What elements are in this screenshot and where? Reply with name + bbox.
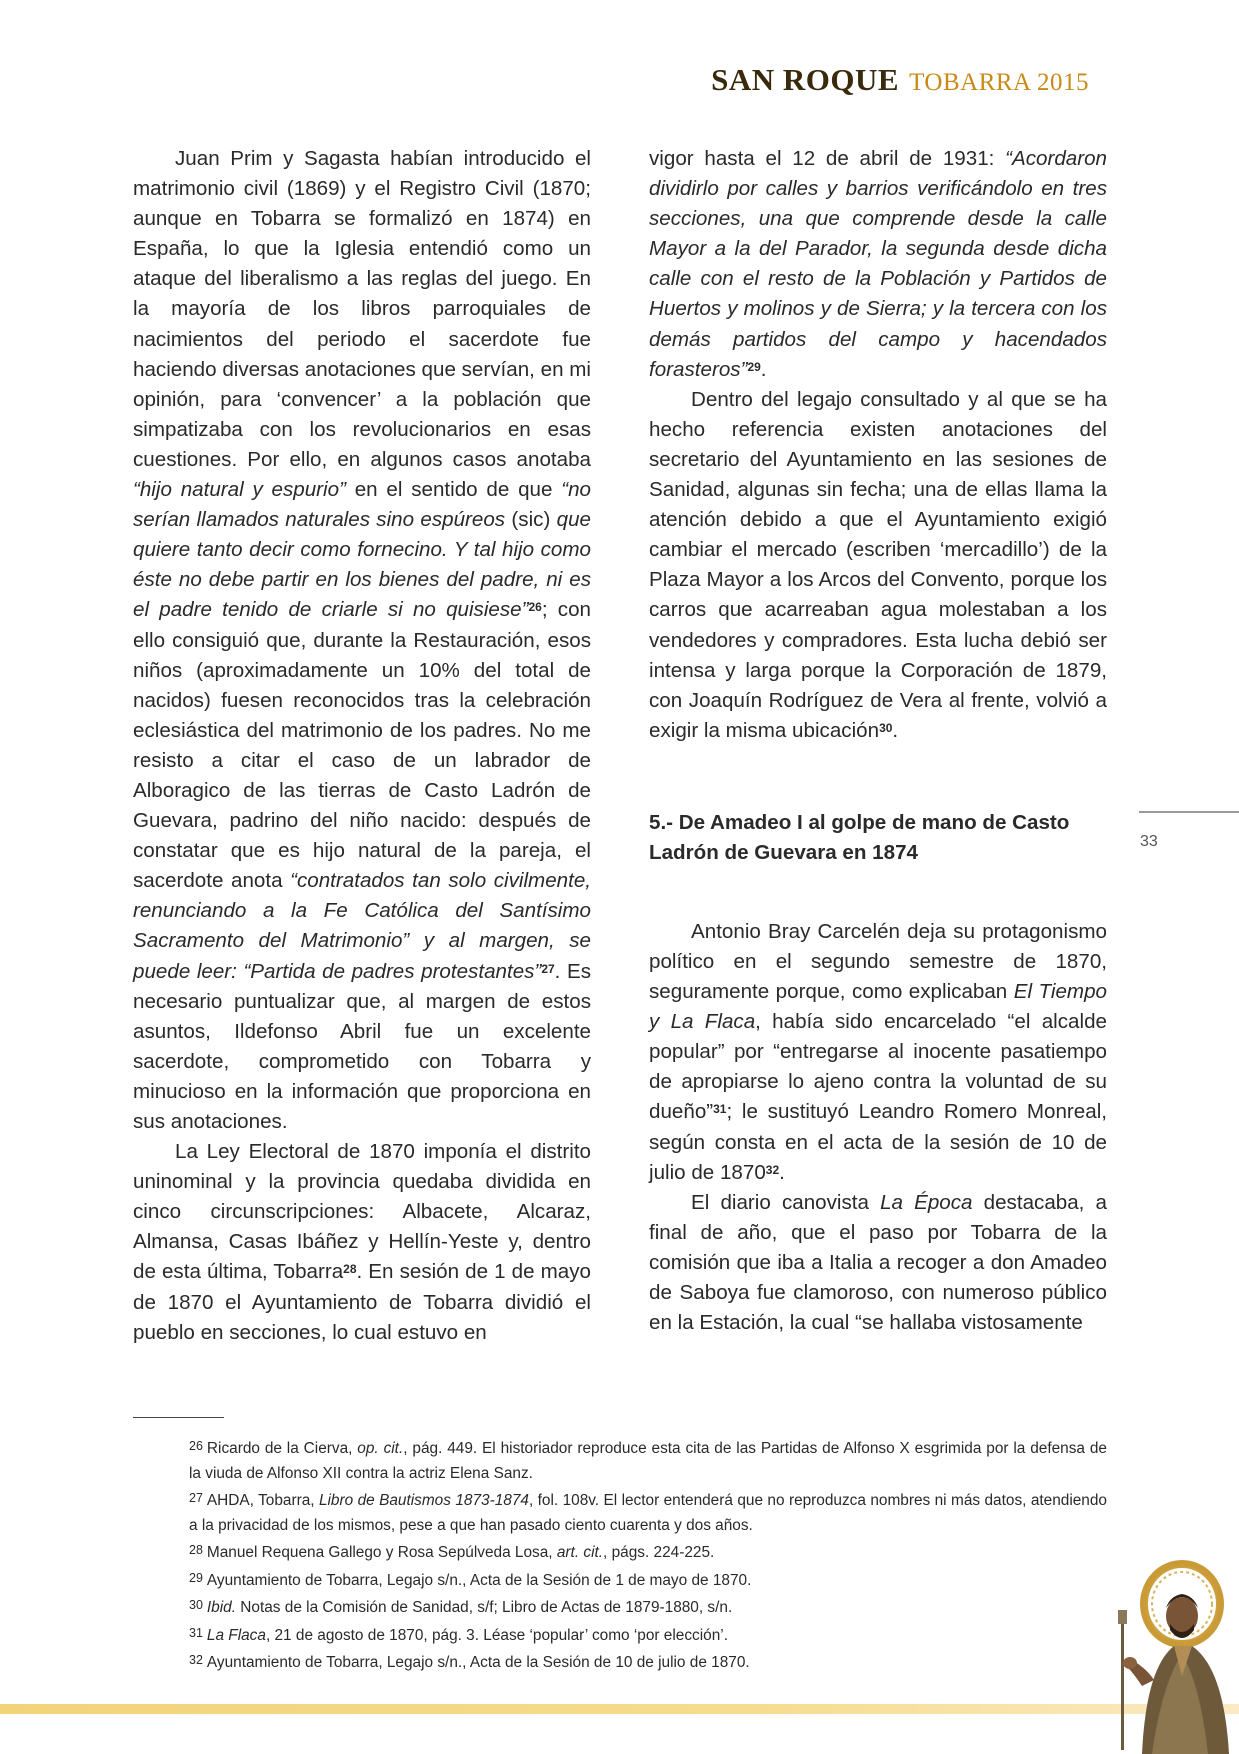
text-run: , 21 de agosto de 1870, pág. 3. Léase ‘popular’ como ‘por elección’. <box>265 1626 728 1644</box>
header-brand: SAN ROQUE <box>711 62 900 97</box>
footnote-number: 28 <box>189 1543 203 1557</box>
text-run: AHDA, Tobarra, <box>206 1492 319 1509</box>
footnote-ref-26[interactable]: 26 <box>528 600 542 615</box>
paragraph <box>649 144 1107 385</box>
italic-ref: Ibid. <box>206 1599 236 1616</box>
left-column <box>133 144 591 1348</box>
bottom-decorative-band <box>0 1704 1239 1714</box>
text-run: . <box>760 357 767 381</box>
text-run: , pág. 449. El historiador reproduce esta cita de las Partidas de Alfonso X esgrimida por la defensa de la viuda de Alfonso XII contra la actriz Elena Sanz. <box>189 1440 1107 1482</box>
text-run: Ricardo de la Cierva, <box>206 1440 358 1457</box>
text-run: destacaba, a final de año, que el paso por Tobarra de la comisión que iba a Italia a recoger a don Amadeo de Saboya fue clamoroso, con numeroso público en la Estación, la cual “se hallaba vistosamente <box>649 1190 1107 1335</box>
italic-quote: “Acordaron dividirlo por calles y barrios verificándolo en tres secciones, una que comprende desde la calle Mayor a la del Parador, la segunda desde dicha calle con el resto de la Población y Partidos de Huertos y molinos y de Sierra; y la tercera con los demás partidos del campo y hacendados forasteros” <box>649 147 1107 381</box>
italic-title: La Época <box>880 1190 973 1214</box>
text-run: . <box>779 1160 785 1184</box>
paragraph <box>649 1188 1107 1338</box>
text-run: . En sesión de 1 de mayo de 1870 el Ayuntamiento de Tobarra dividió el pueblo en secciones, lo cual estuvo en <box>133 1260 591 1344</box>
footnote-number: 30 <box>189 1598 203 1612</box>
text-run: La Ley Electoral de 1870 imponía el distrito uninominal y la provincia quedaba dividida en cinco circunscripciones: Albacete, Alcaraz, Almansa, Casas Ibáñez y Hellín-Yeste y, dentro de esta última, Tobarra <box>133 1140 591 1284</box>
footnote-number: 27 <box>189 1491 203 1505</box>
italic-ref: Libro de Bautismos 1873-1874 <box>318 1492 529 1509</box>
italic-quote: que quiere tanto decir como fornecino. Y tal hijo como éste no debe partir en los bienes del padre, ni es el padre tenido de criarle si no quisiese” <box>133 508 591 622</box>
text-run: . <box>892 718 899 742</box>
footnote-32 <box>189 1648 1107 1676</box>
text-run: Ayuntamiento de Tobarra, Legajo s/n., Acta de la Sesión de 10 de julio de 1870. <box>206 1654 750 1671</box>
text-run: , fol. 108v. El lector entenderá que no reproduzca nombres ni más datos, atendiendo a la privacidad de los mismos, pese a que han pasado ciento cuarenta y dos años. <box>189 1492 1107 1534</box>
text-run: ; le sustituyó Leandro Romero Monreal, según consta en el acta de la sesión de 10 de julio de 1870 <box>649 1100 1107 1184</box>
footnote-31 <box>189 1621 1107 1649</box>
text-run: (sic) <box>505 508 557 532</box>
footnote-ref-27[interactable]: 27 <box>541 961 555 976</box>
footnotes <box>189 1434 1107 1676</box>
paragraph <box>649 917 1107 1188</box>
footnote-30 <box>189 1593 1107 1621</box>
footnote-ref-28[interactable]: 28 <box>343 1262 357 1277</box>
italic-quote: “hijo natural y espurio” <box>133 478 346 502</box>
saint-statue-image <box>1112 1556 1239 1754</box>
paragraph <box>649 385 1107 746</box>
italic-title: El Tiempo y La Flaca <box>649 980 1107 1034</box>
page-header <box>711 62 1089 98</box>
paragraph <box>133 144 591 1137</box>
footnote-ref-31[interactable]: 31 <box>713 1102 727 1117</box>
italic-ref: art. cit. <box>556 1544 604 1561</box>
text-run: en el sentido de que <box>345 478 562 502</box>
text-run: Ayuntamiento de Tobarra, Legajo s/n., Acta de la Sesión de 1 de mayo de 1870. <box>206 1571 752 1589</box>
italic-quote: “contratados tan solo civilmente, renunciando a la Fe Católica del Santísimo Sacramento del Matrimonio” y al margen, se puede leer: “Partida de padres protestantes” <box>133 869 591 983</box>
footnote-29 <box>189 1566 1107 1594</box>
paragraph <box>133 1137 591 1348</box>
page-number: 33 <box>1140 833 1158 850</box>
text-run: Notas de la Comisión de Sanidad, s/f; Libro de Actas de 1879-1880, s/n. <box>236 1599 733 1616</box>
footnote-26 <box>189 1434 1107 1486</box>
footnote-number: 26 <box>189 1439 203 1453</box>
italic-ref: op. cit. <box>357 1440 404 1457</box>
footnote-ref-29[interactable]: 29 <box>747 359 761 374</box>
italic-ref: La Flaca <box>206 1626 266 1644</box>
footnote-ref-30[interactable]: 30 <box>879 720 893 735</box>
footnote-number: 29 <box>189 1570 203 1585</box>
right-column <box>649 144 1107 1338</box>
text-run: El diario canovista <box>691 1190 881 1214</box>
footnote-separator <box>133 1417 224 1418</box>
header-subtitle: TOBARRA 2015 <box>909 69 1089 96</box>
footnote-number: 32 <box>189 1653 203 1667</box>
text-run: , págs. 224-225. <box>603 1544 715 1561</box>
page-number-rule <box>1139 811 1239 813</box>
text-run: , había sido encarcelado “el alcalde popular” por “entregarse al inocente pasatiempo de apropiarse lo ajeno contra la voluntad de su dueño” <box>649 1010 1107 1124</box>
footnote-27 <box>189 1486 1107 1538</box>
text-run: Dentro del legajo consultado y al que se ha hecho referencia existen anotaciones del secretario del Ayuntamiento en las sesiones de Sanidad, algunas sin fecha; una de ellas llama la atención debido a que el Ayuntamiento exigió cambiar el mercado (escriben ‘mercadillo’) de la Plaza Mayor a los Arcos del Convento, porque los carros que acarreaban agua molestaban a los vendedores y compradores. Esta lucha debió ser intensa y larga porque la Corporación de 1879, con Joaquín Rodríguez de Vera al frente, volvió a exigir la misma ubicación <box>649 387 1107 742</box>
text-run: Manuel Requena Gallego y Rosa Sepúlveda Losa, <box>206 1544 557 1561</box>
footnote-28 <box>189 1538 1107 1566</box>
text-run: Antonio Bray Carcelén deja su protagonismo político en el segundo semestre de 1870, seguramente porque, como explicaban <box>649 919 1107 1004</box>
footnote-number: 31 <box>189 1625 203 1640</box>
text-run: . Es necesario puntualizar que, al margen de estos asuntos, Ildefonso Abril fue un excelente sacerdote, comprometido con Tobarra y minucioso en la información que proporciona en sus anotaciones. <box>133 959 591 1133</box>
footnote-ref-32[interactable]: 32 <box>765 1162 780 1177</box>
section-heading: 5.- De Amadeo I al golpe de mano de Casto Ladrón de Guevara en 1874 <box>649 810 1070 864</box>
text-run: Juan Prim y Sagasta habían introducido el matrimonio civil (1869) y el Registro Civil (1870; aunque en Tobarra se formalizó en 1874) en España, lo que la Iglesia entendió como un ataque del liberalismo a las reglas del juego. En la mayoría de los libros parroquiales de nacimientos del periodo el sacerdote fue haciendo diversas anotaciones que servían, en mi opinión, para ‘convencer’ a la población que simpatizaba con los revolucionarios en esas cuestiones. Por ello, en algunos casos anotaba <box>133 147 591 471</box>
text-run: ; con ello consiguió que, durante la Restauración, esos niños (aproximadamente un 10% del total de nacidos) fuesen reconocidos tras la celebración eclesiástica del matrimonio de los padres. No me resisto a citar el caso de un labrador de Alboragico de las tierras de Casto Ladrón de Guevara, padrino del niño nacido: después de constatar que es hijo natural de la pareja, el sacerdote anota <box>133 598 592 893</box>
italic-quote: “no serían llamados naturales sino espúreos <box>133 478 591 532</box>
text-run: vigor hasta el 12 de abril de 1931: <box>649 147 1006 170</box>
